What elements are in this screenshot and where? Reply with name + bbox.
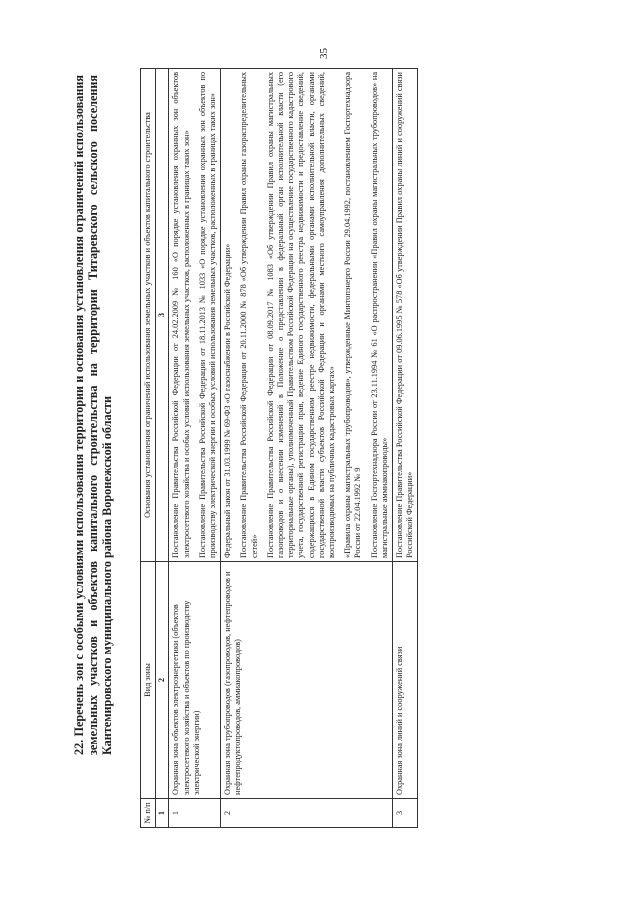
col-number-2: 2	[156, 562, 169, 799]
table-row	[169, 69, 221, 828]
row-num: 3	[393, 799, 418, 828]
table-row	[221, 69, 393, 828]
row-zone: Охранная зона трубопроводов (газопроводов, нефтепроводов и нефтепродуктопроводов, аммиакопроводов)	[221, 562, 393, 799]
basis-item: Постановление Правительства Российской Федерации от 08.09.2017 № 1083 «Об утверждении Правил охраны магистральных газопроводов и о внесении изменений в Положение о представлении в федеральный орган исполнительной власти (его территориальные органы), уполномоченный Правительством Российской Федерации на осуществление государственного кадастрового учета, государственной регистрации прав, ведение Единого государственного реестра недвижимости и предоставление сведений, содержащихся в Едином государственном реестре недвижимости, федеральными органами исполнительной власти, органами государственной власти субъектов Российской Федерации и органами местного самоуправления дополнительных сведений, воспроизводимых на публичных кадастровых картах»	[265, 72, 337, 558]
row-zone: Охранная зона объектов электроэнергетики (объектов электросетевого хозяйства и объектов по производству электрической энергии)	[169, 562, 221, 799]
header-basis: Основания установления ограничений использования земельных участков и объектов капитального строительства	[141, 69, 156, 562]
column-number-row	[156, 69, 169, 828]
basis-item: «Правила охраны магистральных трубопроводов», утвержденные Минтопэнерго России 29.04.1992, постановлением Госгортехнадзора России от 22.04.1992 № 9	[343, 72, 363, 558]
basis-item: Федеральный закон от 31.03.1999 № 69-ФЗ «О газоснабжении в Российской Федерации»	[223, 243, 233, 558]
row-num: 2	[221, 799, 393, 828]
zones-table	[140, 68, 418, 828]
row-zone: Охранная зона линий и сооружений связи	[393, 562, 418, 799]
page-number: 35	[318, 48, 330, 59]
basis-item: Постановление Правительства Российской Федерации от 20.11.2000 № 878 «Об утверждении Правил охраны газораспределительных сетей»	[239, 72, 259, 558]
basis-item: Постановление Госгортехнадзора России от 23.11.1994 № 61 «О распространении «Правил охраны магистральных трубопроводов» на магистральные аммиакопроводы»	[369, 72, 389, 558]
table-header-row	[141, 69, 156, 828]
col-number-3: 3	[156, 69, 169, 562]
col-number-1: 1	[156, 799, 169, 828]
row-basis	[393, 69, 418, 562]
header-zone: Вид зоны	[141, 562, 156, 799]
row-basis	[221, 69, 393, 562]
row-basis	[169, 69, 221, 562]
basis-item: Постановление Правительства Российской Федерации от 09.06.1995 № 578 «Об утверждении Правил охраны линий и сооружений связи Российской Федерации»	[395, 72, 415, 558]
basis-item: Постановление Правительства Российской Федерации от 18.11.2013 № 1033 «О порядке установления охранных зон объектов по производству электрической энергии и особых условий использования земельных участков, расположенных в границах таких зон»	[197, 72, 218, 558]
page-heading: 22. Перечень зон с особыми условиями использования территории и основания установления ограничений использования земельных участков и объектов капитального строительства на территории Титаревского сельского поселения Кантемировского муниципального района Воронежской области	[72, 75, 114, 755]
basis-item: Постановление Правительства Российской Федерации от 24.02.2009 № 160 «О порядке установления охранных зон объектов электросетевого хозяйства и особых условий использования земельных участков, расположенных в границах таких зон»	[171, 72, 191, 558]
table-row	[393, 69, 418, 828]
row-num: 1	[169, 799, 221, 828]
header-num: № п/п	[141, 799, 156, 828]
